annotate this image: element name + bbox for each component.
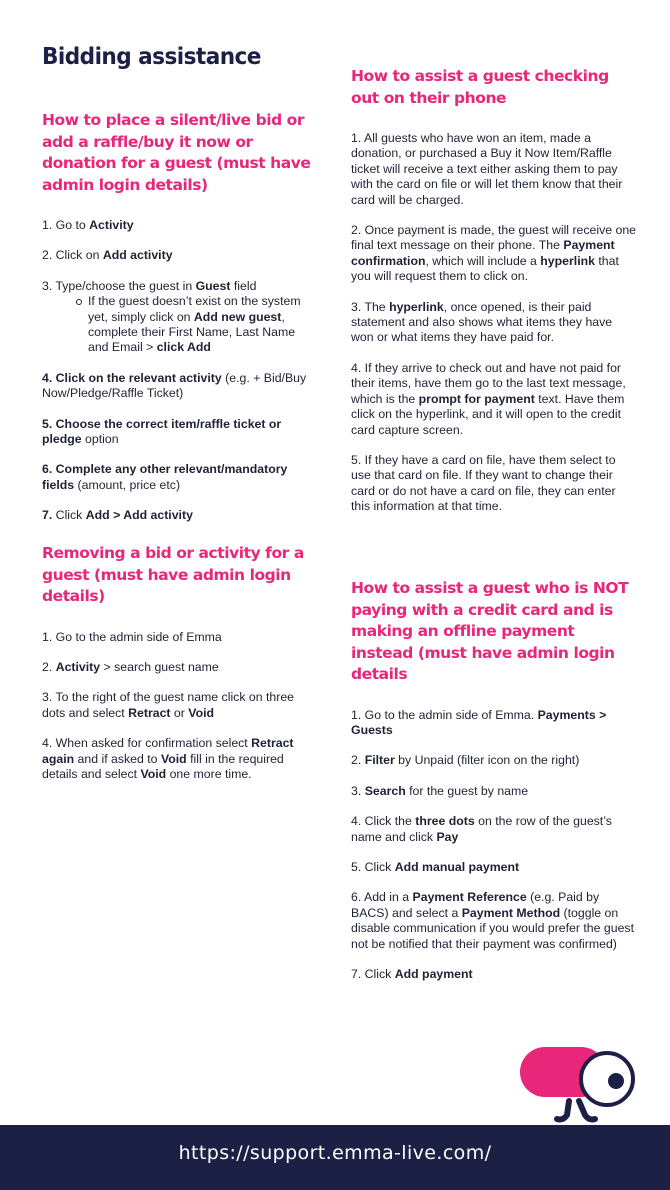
paragraph-3: 3. The hyperlink, once opened, is their paid statement and also shows what items they have won or what items they have paid for. (351, 299, 613, 345)
footer-bar (0, 1125, 670, 1190)
step-4: 4. When asked for confirmation select Retract again and if asked to Void fill in the required details and select Void one more time. (42, 736, 294, 781)
step-7: 7. Click Add > Add activity (42, 508, 193, 523)
section-title: How to assist a guest checking out on their phone (351, 67, 609, 107)
page-title: Bidding assistance (42, 44, 261, 70)
section-place-bid (42, 110, 314, 539)
support-url-link[interactable]: https://support.emma-live.com/ (178, 1142, 492, 1164)
step-3: 3. Search for the guest by name (351, 783, 529, 798)
step-1: 1. Go to the admin side of Emma. Payments > Guests (351, 707, 607, 737)
step-2: 2. Click on Add activity (42, 248, 173, 263)
step-6: 6. Add in a Payment Reference (e.g. Paid by BACS) and select a Payment Method (toggle on disable communication if you would prefer the guest not be notified that their payment was confirmed) (351, 890, 634, 951)
step-7: 7. Click Add payment (351, 966, 473, 981)
paragraph-5: 5. If they have a card on file, have them select to use that card on file. If they want to change their card or do not have a card on file, they can enter this information at that time. (351, 452, 616, 514)
step-3-sub-item: If the guest doesn’t exist on the system yet, simply click on Add new guest, complete their First Name, Last Name and Email > click Add (88, 294, 314, 356)
step-2: 2. Filter by Unpaid (filter icon on the right) (351, 753, 580, 768)
step-3: 3. To the right of the guest name click on three dots and select Retract or Void (42, 690, 295, 720)
paragraph-4: 4. If they arrive to check out and have not paid for their items, have them go to the last text message, which is the prompt for payment text. Have them click on the hyperlink, and it will open to the credit card capture screen. (351, 360, 626, 437)
step-4: 4. Click on the relevant activity (e.g. + Bid/Buy Now/Pledge/Raffle Ticket) (42, 370, 307, 401)
emma-toggle-mascot-icon (515, 1043, 640, 1128)
step-5: 5. Click Add manual payment (351, 859, 520, 874)
step-5: 5. Choose the correct item/raffle ticket or pledge option (42, 416, 282, 447)
step-3: 3. Type/choose the guest in Guest field (42, 278, 257, 293)
step-3-sublist (42, 294, 314, 356)
section-title: How to place a silent/live bid or add a raffle/buy it now or donation for a guest (must have admin login details) (42, 111, 311, 194)
section-remove-bid (42, 543, 314, 797)
section-title: How to assist a guest who is NOT paying with a credit card and is making an offline payment instead (must have admin login details (351, 579, 629, 683)
mascot-pupil (608, 1073, 624, 1089)
mascot-leg-right (579, 1101, 595, 1120)
step-1: 1. Go to Activity (42, 218, 134, 232)
section-offline-payment (351, 578, 638, 997)
step-1: 1. Go to the admin side of Emma (42, 629, 222, 644)
section-checkout-phone (351, 66, 638, 530)
mascot-eye (581, 1053, 633, 1105)
step-2: 2. Activity > search guest name (42, 659, 219, 674)
step-6: 6. Complete any other relevant/mandatory fields (amount, price etc) (42, 462, 288, 492)
step-4: 4. Click the three dots on the row of the guest’s name and click Pay (351, 814, 612, 844)
section-title: Removing a bid or activity for a guest (must have admin login details) (42, 544, 304, 605)
paragraph-2: 2. Once payment is made, the guest will receive one final text message on their phone. The Payment confirmation, which will include a hyperlink that you will request them to click on. (351, 223, 637, 284)
paragraph-1: 1. All guests who have won an item, made a donation, or purchased a Buy it Now Item/Raffle ticket will receive a text either asking them to pay with the card on file or will let them know that their card will be charged. (351, 131, 623, 207)
mascot-leg-left (557, 1101, 569, 1120)
